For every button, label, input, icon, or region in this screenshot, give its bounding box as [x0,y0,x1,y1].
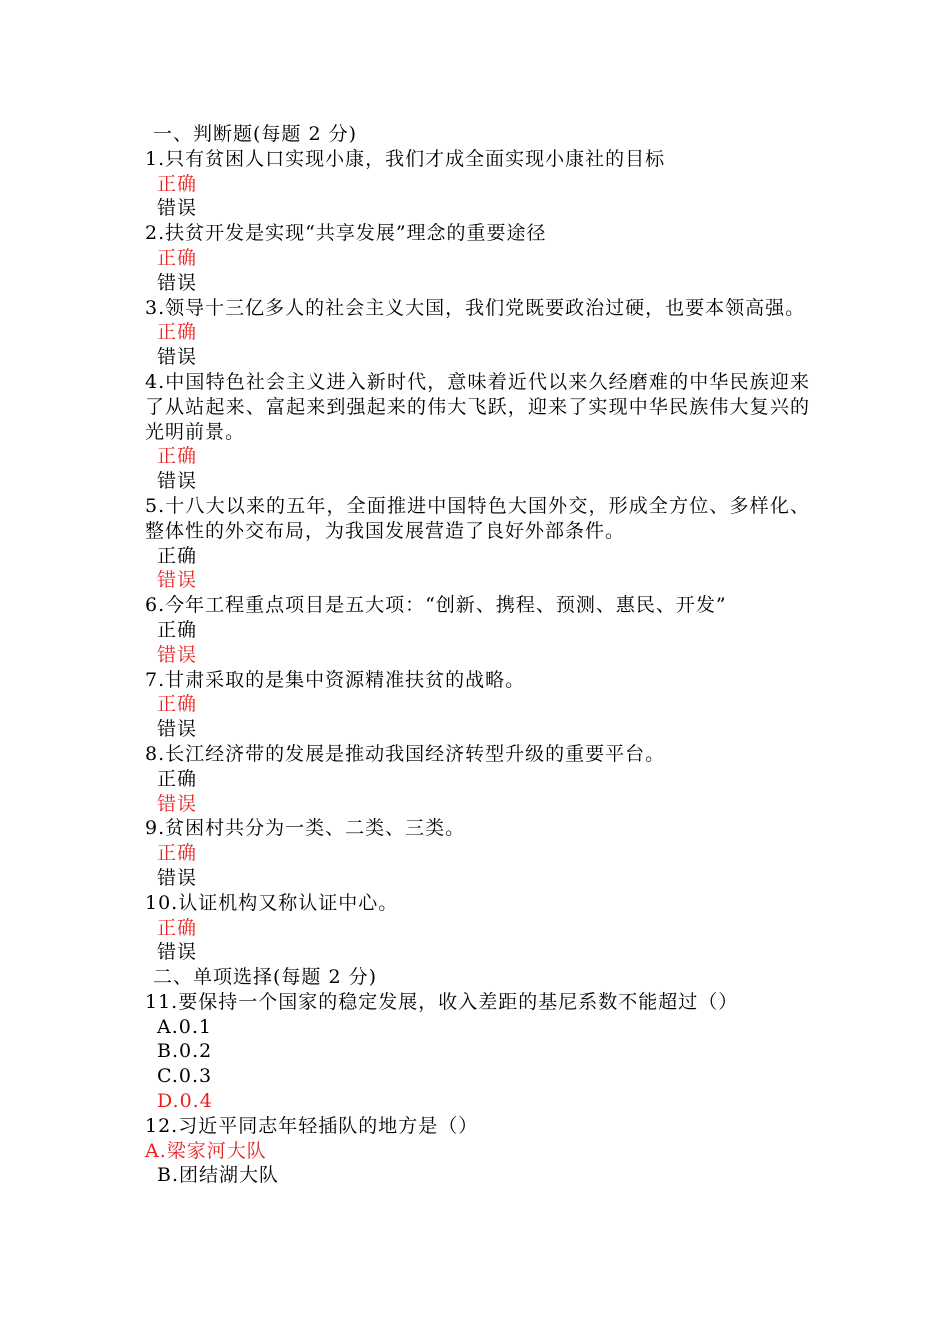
question-text: 11.要保持一个国家的稳定发展，收入差距的基尼系数不能超过（） [145,990,739,1013]
question-text: 2.扶贫开发是实现“共享发展”理念的重要途径 [145,222,547,245]
answer-option: 错误 [157,941,198,964]
answer-option: 正确 [157,544,198,567]
answer-option: B.0.2 [157,1040,213,1063]
answer-option: 错误 [157,197,198,220]
answer-option-correct: 错误 [157,643,198,666]
question-text: 8.长江经济带的发展是推动我国经济转型升级的重要平台。 [145,742,666,765]
answer-option-correct: 正确 [157,172,198,195]
question-text: 1.只有贫困人口实现小康，我们才成全面实现小康社的目标 [145,147,666,170]
question-text: 5.十八大以来的五年，全面推进中国特色大国外交，形成全方位、多样化、整体性的外交布局，为我国发展营造了良好外部条件。 [145,494,810,542]
answer-option: 错误 [157,271,198,294]
answer-option-correct: 正确 [157,693,198,716]
answer-option-correct: A.梁家河大队 [145,1139,267,1162]
answer-option-correct: 正确 [157,916,198,939]
answer-option: C.0.3 [157,1065,213,1088]
question-text: 10.认证机构又称认证中心。 [145,891,399,914]
answer-option: 正确 [157,618,198,641]
question-text: 7.甘肃采取的是集中资源精准扶贫的战略。 [145,668,526,691]
answer-option: 错误 [157,718,198,741]
answer-option-correct: 正确 [157,445,198,468]
exam-document [145,122,810,1188]
answer-option: 正确 [157,767,198,790]
answer-option: 错误 [157,346,198,369]
answer-option-correct: 正确 [157,842,198,865]
question-text: 3.领导十三亿多人的社会主义大国，我们党既要政治过硬，也要本领高强。 [145,296,806,319]
question-text: 6.今年工程重点项目是五大项：“创新、携程、预测、惠民、开发” [145,594,727,617]
section-title: 二、单项选择(每题 2 分) [153,966,377,989]
answer-option-correct: 错误 [157,792,198,815]
question-text: 4.中国特色社会主义进入新时代，意味着近代以来久经磨难的中华民族迎来了从站起来、富起来到强起来的伟大飞跃，迎来了实现中华民族伟大复兴的光明前景。 [145,370,810,443]
section-title: 一、判断题(每题 2 分) [153,123,357,145]
answer-option-correct: D.0.4 [157,1090,213,1113]
question-text: 9.贫困村共分为一类、二类、三类。 [145,817,466,840]
answer-option-correct: 正确 [157,246,198,269]
answer-option: A.0.1 [157,1015,212,1038]
answer-option-correct: 正确 [157,321,198,344]
question-text: 12.习近平同志年轻插队的地方是（） [145,1114,479,1137]
answer-option-correct: 错误 [157,569,198,592]
answer-option: 错误 [157,470,198,493]
answer-option: 错误 [157,866,198,889]
answer-option: B.团结湖大队 [157,1164,280,1187]
